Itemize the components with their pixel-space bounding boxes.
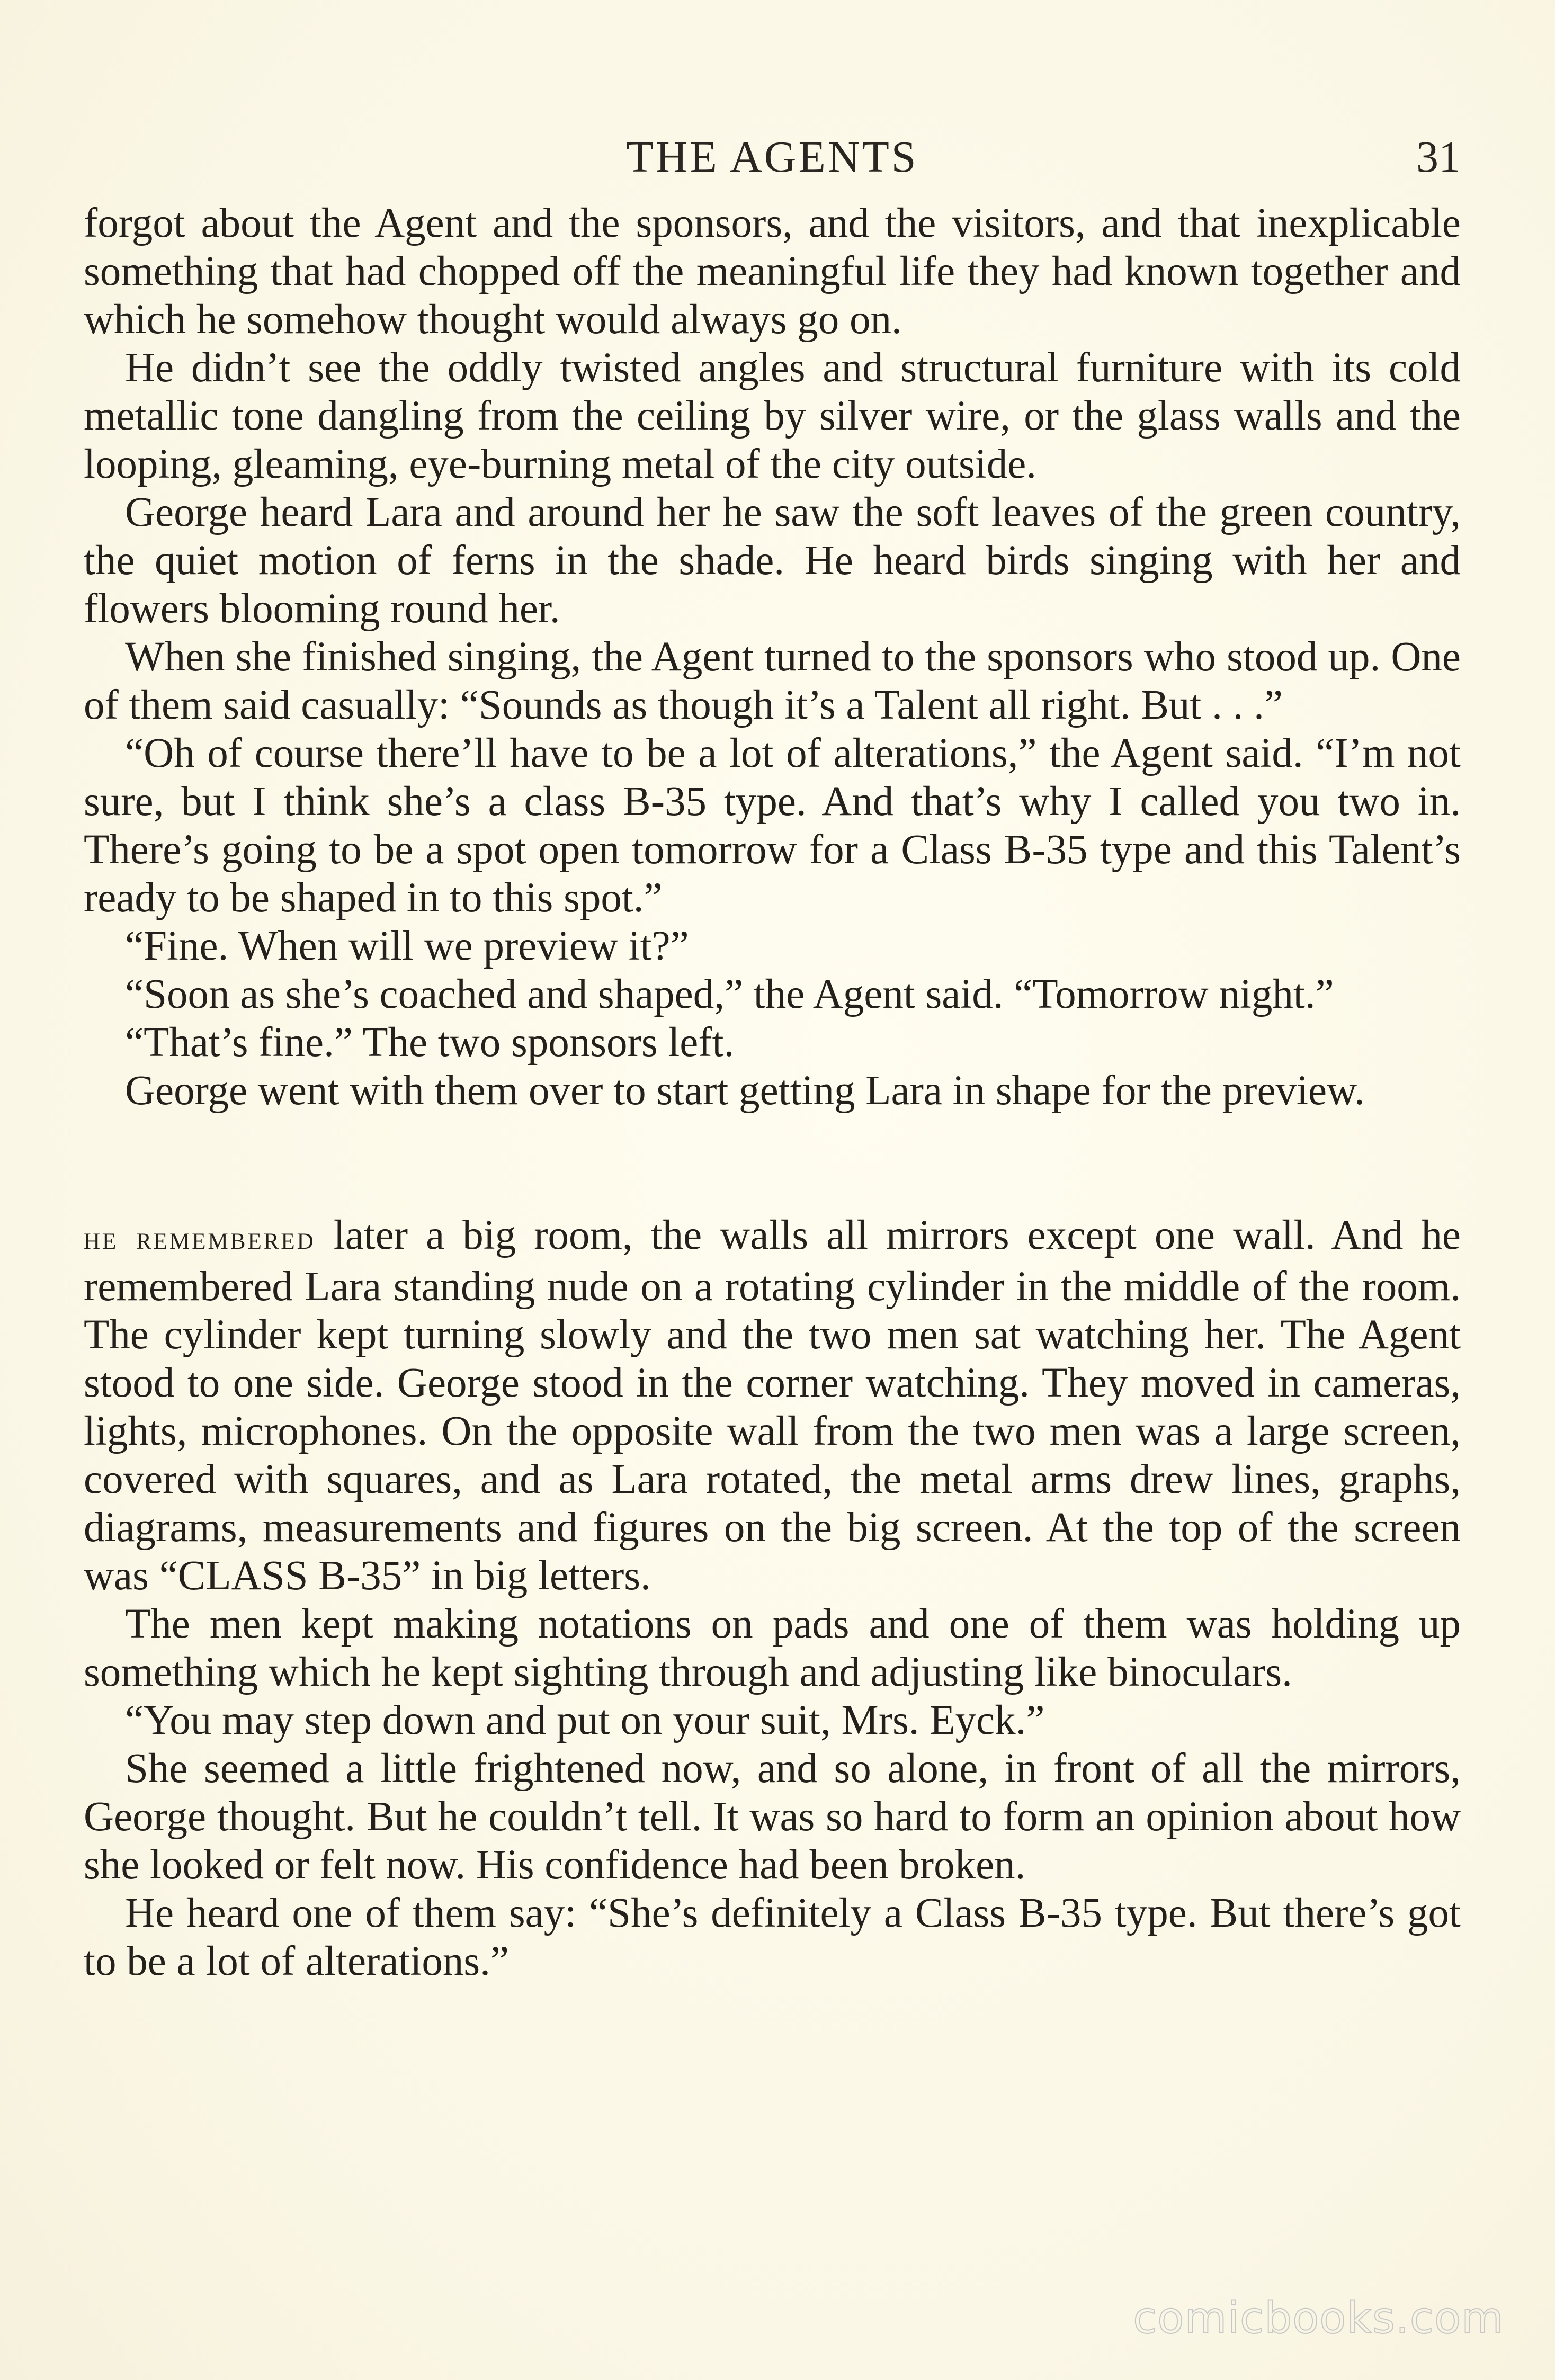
paragraph: He heard one of them say: “She’s definitely a Class B-35 type. But there’s got to be a lot of alterations.” — [84, 1890, 1461, 1984]
paragraph: “You may step down and put on your suit, Mrs. Eyck.” — [125, 1697, 1045, 1743]
body-text — [84, 199, 1461, 1985]
paragraph: She seemed a little frightened now, and so alone, in front of all the mirrors, George thought. But he couldn’t tell. It was so hard to form an opinion about how she looked or felt now. His confidence had been broken. — [84, 1746, 1461, 1888]
paragraph: George went with them over to start getting Lara in shape for the preview. — [125, 1068, 1365, 1114]
paragraph: When she finished singing, the Agent turned to the sponsors who stood up. One of them said casually: “Sounds as though it’s a Talent all right. But . . .” — [84, 634, 1461, 728]
paragraph: “Oh of course there’ll have to be a lot of alterations,” the Agent said. “I’m not sure, but I think she’s a class B-35 type. And that’s why I called you two in. There’s going to be a spot open tomorrow for a Class B-35 type and this Talent’s ready to be shaped in to this spot.” — [84, 730, 1461, 921]
section-break — [84, 1115, 1461, 1211]
paragraph: forgot about the Agent and the sponsors, and the visitors, and that inexplicable something that had chopped off the meaningful life they had known together and which he somehow thought would always go on. — [84, 200, 1461, 343]
page-number: 31 — [1416, 132, 1461, 182]
paragraph: “Fine. When will we preview it?” — [125, 923, 689, 969]
section-opening-paragraph — [84, 1211, 1461, 1600]
paragraph: He didn’t see the oddly twisted angles and structural furniture with its cold metallic tone dangling from the ceiling by silver wire, or the glass walls and the looping, gleaming, eye-burning metal of the city outside. — [84, 345, 1461, 487]
paragraph: The men kept making notations on pads and one of them was holding up something which he kept sighting through and adjusting like binoculars. — [84, 1601, 1461, 1695]
paragraph: “That’s fine.” The two sponsors left. — [125, 1019, 735, 1066]
paragraph: “Soon as she’s coached and shaped,” the Agent said. “Tomorrow night.” — [125, 971, 1334, 1017]
paragraph: George heard Lara and around her he saw the soft leaves of the green country, the quiet motion of ferns in the shade. He heard birds singing with her and flowers blooming round her. — [84, 489, 1461, 632]
running-title: THE AGENTS — [626, 132, 918, 182]
watermark: comicbooks.com — [1133, 2293, 1504, 2343]
paragraph-text: later a big room, the walls all mirrors except one wall. And he remembered Lara standing nude on a rotating cylinder in the middle of the room. The cylinder kept turning slowly and the two men sat watching her. The Agent stood to one side. George stood in the corner watching. They moved in cameras, lights, microphones. On the opposite wall from the two men was a large screen, covered with squares, and as Lara rotated, the metal arms drew lines, graphs, diagrams, measurements and figures on the big screen. At the top of the screen was “CLASS B-35” in big letters. — [84, 1212, 1461, 1599]
running-head — [84, 131, 1461, 190]
small-caps-lead-in: he remembered — [84, 1220, 316, 1256]
